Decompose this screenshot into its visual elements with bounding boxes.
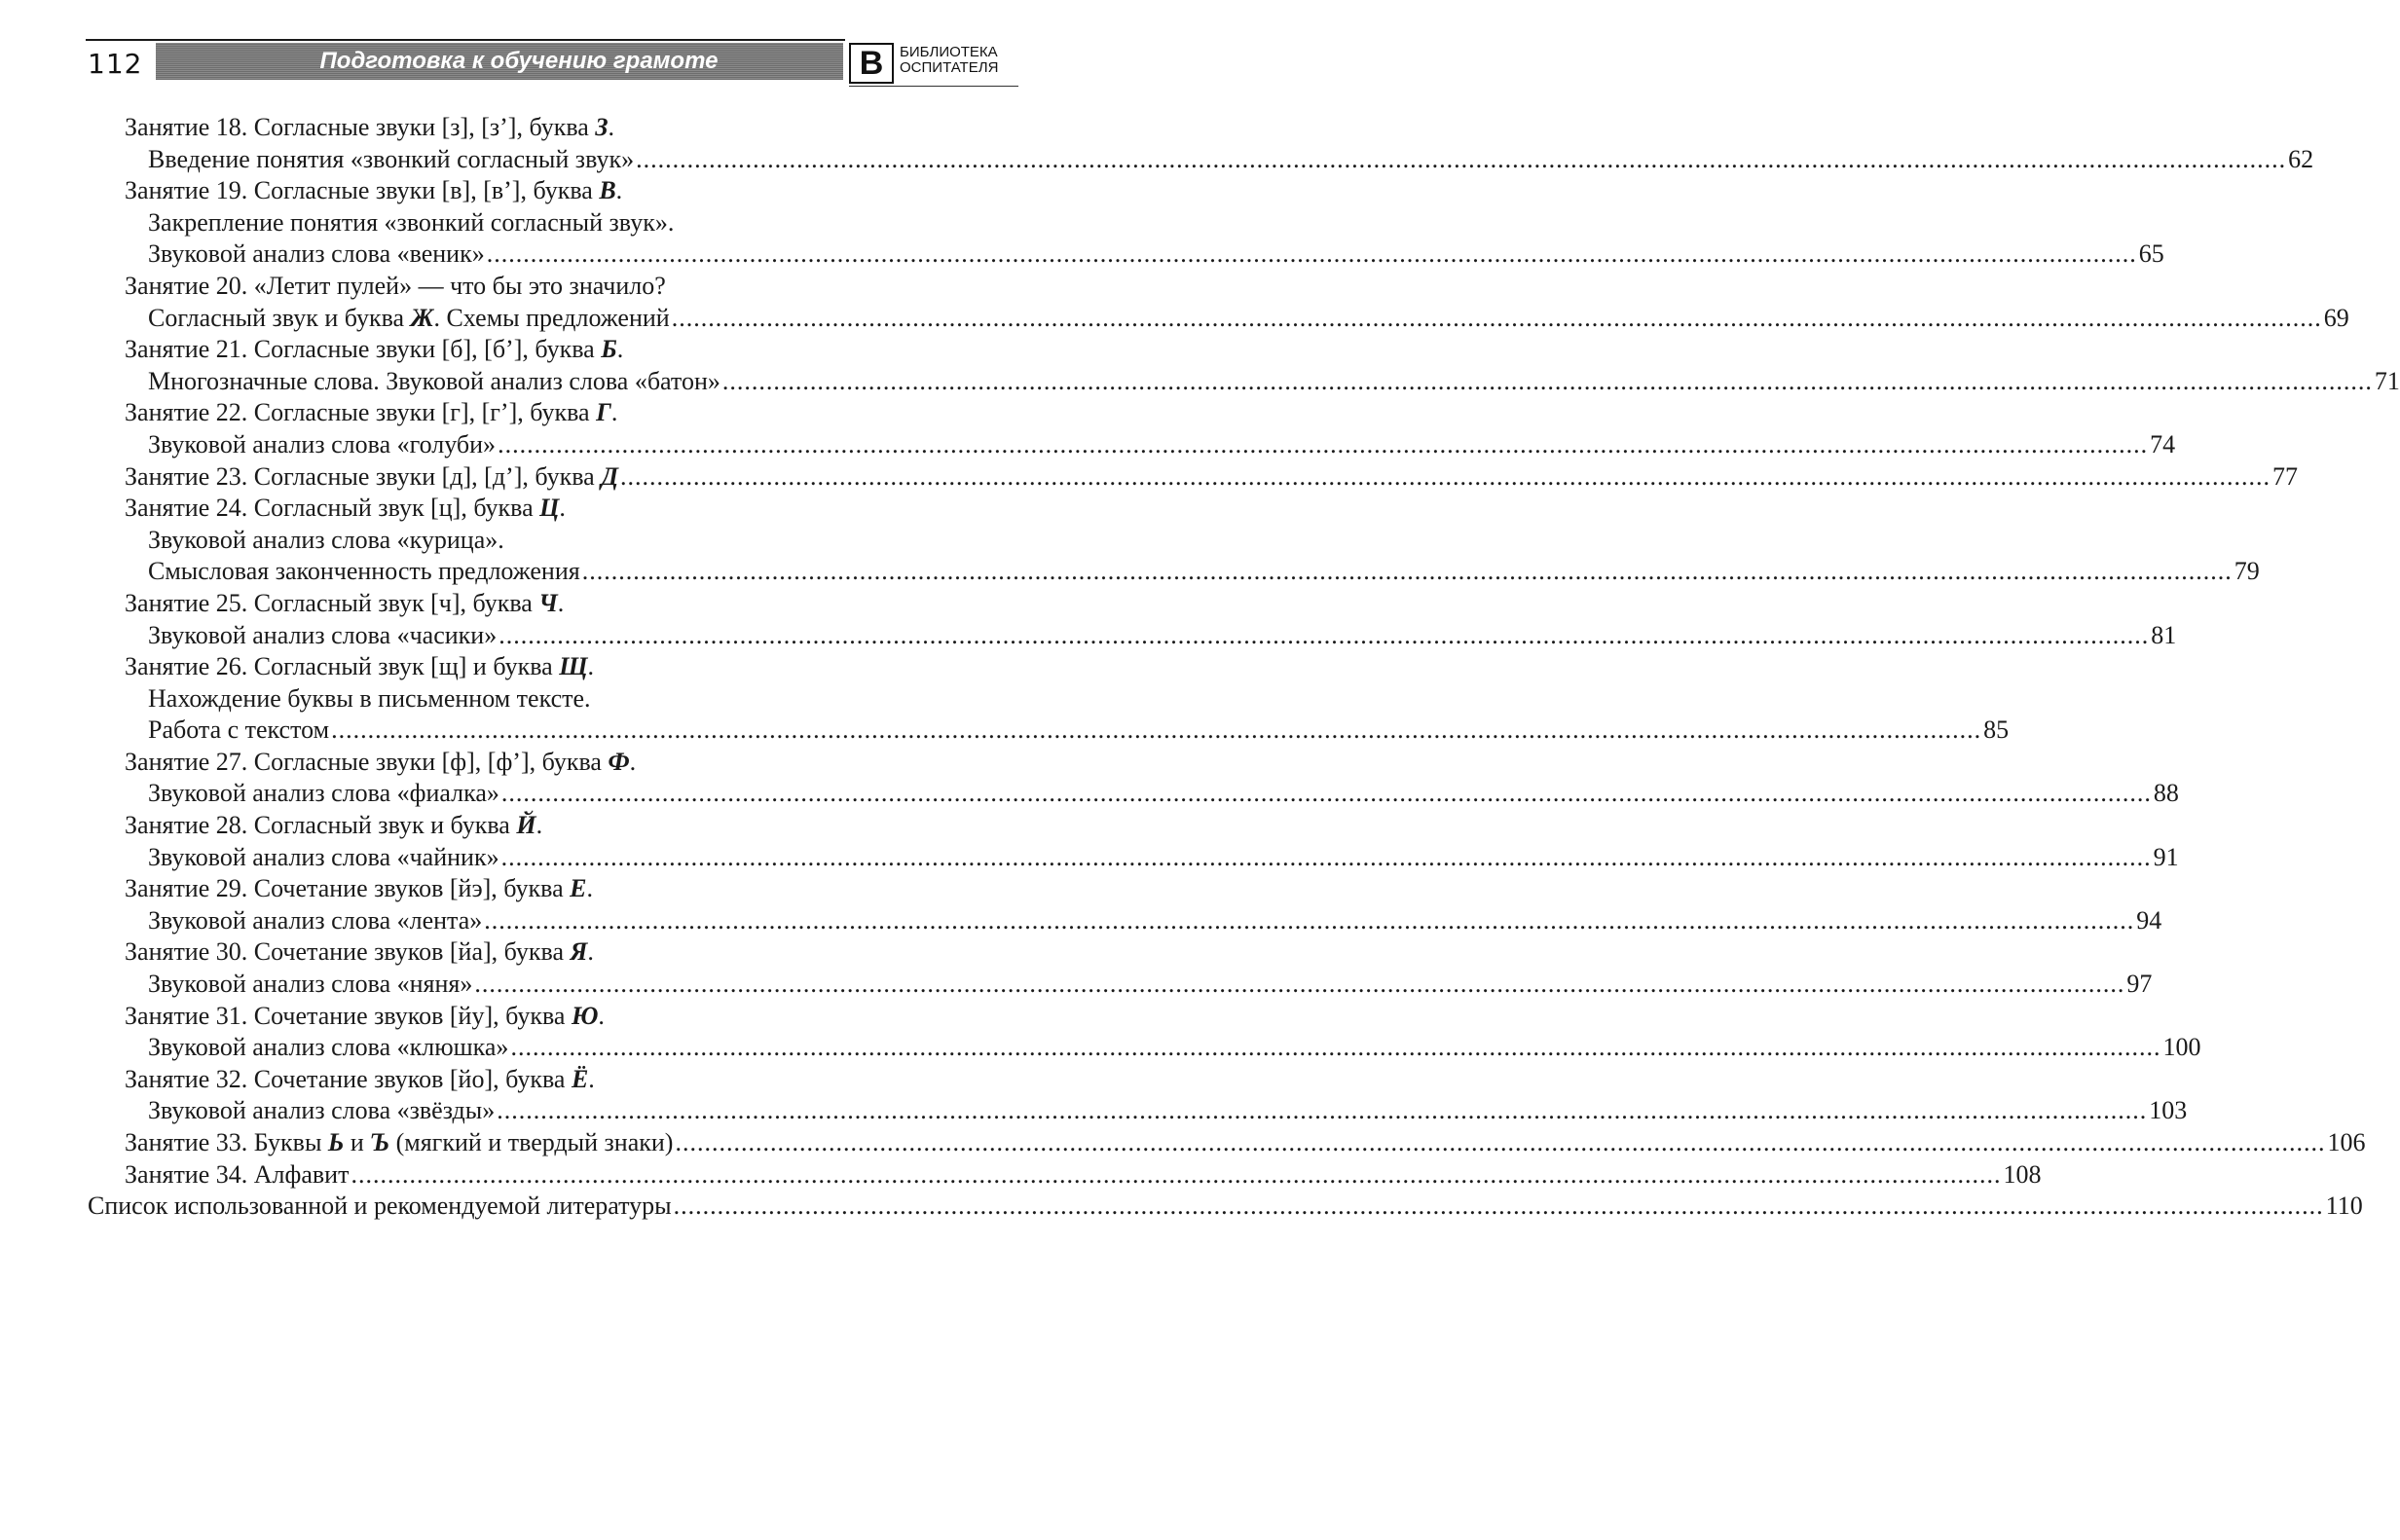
lesson-subtitle: . Схемы предложений [433, 303, 670, 332]
toc-entry-line [88, 556, 2260, 588]
series-name [900, 45, 1036, 76]
lesson-heading: Занятие 23. Согласные звуки [д], [д’], буква [125, 461, 602, 491]
lesson-letter: Б [601, 335, 617, 364]
dot-leader [620, 461, 2271, 494]
lesson-subtitle: Звуковой анализ слова «лента» [148, 905, 483, 935]
lesson-heading-tail: . [535, 811, 543, 840]
toc-page-number: 110 [2325, 1192, 2363, 1221]
toc-entry-text [148, 684, 591, 713]
toc-entry-title [88, 334, 923, 366]
toc-page-number: 91 [2153, 842, 2179, 871]
toc-entry-title [88, 461, 2298, 494]
toc-entry-text [88, 1191, 672, 1223]
toc-page-number: 71 [2374, 366, 2400, 395]
toc-entry-line [88, 683, 923, 715]
toc-entry-text [148, 366, 720, 398]
toc-entry-line [88, 620, 2177, 652]
lesson-subtitle: Введение понятия «звонкий согласный звук» [148, 144, 635, 173]
toc-page-number: 88 [2153, 779, 2179, 808]
toc-entry-text [148, 303, 670, 335]
lesson-heading-tail: . [557, 588, 565, 617]
lesson-letter: З [595, 113, 609, 141]
toc-entry-line [88, 366, 2400, 398]
toc-entry-text [125, 494, 566, 522]
toc-entry-line [88, 238, 2164, 271]
toc-entry-text [125, 937, 594, 966]
lesson-heading-tail: . [588, 1064, 595, 1093]
lesson-heading-tail: (мягкий и твердый знаки) [389, 1128, 674, 1156]
dot-leader [501, 842, 2152, 874]
lesson-subtitle: Звуковой анализ слова «часики» [148, 620, 498, 649]
toc-entry-text [148, 620, 497, 652]
toc-entry-line [88, 842, 2179, 874]
lesson-letter: Ю [571, 1001, 599, 1030]
toc-page-number: 100 [2162, 1033, 2201, 1062]
toc-entry-title [88, 747, 923, 779]
lesson-letter: Ё [571, 1064, 589, 1093]
dot-leader [487, 238, 2137, 271]
lesson-subtitle: Смысловая законченность предложения [148, 557, 580, 586]
toc-page-number: 79 [2234, 557, 2260, 586]
lesson-letter: Й [516, 811, 536, 840]
dot-leader [498, 429, 2148, 461]
lesson-subtitle: Закрепление понятия «звонкий согласный звук». [148, 207, 675, 237]
series-logo-icon: В [849, 43, 894, 84]
table-of-contents [88, 112, 2400, 1223]
lesson-heading: Занятие 33. Буквы [125, 1128, 328, 1156]
toc-entry-text [148, 526, 504, 554]
lesson-heading-tail: . [608, 113, 615, 141]
dot-leader [497, 1095, 2147, 1127]
dot-leader [675, 1127, 2325, 1159]
lesson-subtitle: Звуковой анализ слова «голуби» [148, 429, 497, 458]
toc-page-number: 77 [2271, 461, 2298, 491]
toc-page-number: 108 [2003, 1159, 2042, 1189]
toc-entry-line [88, 1191, 2363, 1223]
dot-leader [474, 969, 2124, 1001]
toc-entry-text [148, 778, 499, 810]
series-name-line1: БИБЛИОТЕКА [900, 44, 998, 60]
toc-entry-title [88, 112, 923, 144]
toc-entry-text [148, 429, 496, 461]
lesson-subtitle: Звуковой анализ слова «клюшка» [148, 1033, 509, 1062]
toc-entry-text [125, 1159, 349, 1192]
toc-page-number: 62 [2288, 144, 2314, 173]
toc-entry-line [88, 207, 923, 239]
toc-entry-text [125, 176, 622, 204]
toc-page-number: 85 [1983, 715, 2010, 745]
lesson-letter: Е [570, 874, 587, 903]
lesson-heading: Занятие 22. Согласные звуки [г], [г’], буква [125, 398, 597, 427]
toc-entry-text [125, 1127, 673, 1159]
lesson-subtitle: Работа с текстом [148, 715, 330, 745]
dot-leader [582, 556, 2233, 588]
toc-entry-title [88, 1001, 923, 1033]
lesson-heading-tail: . [559, 494, 566, 523]
lesson-heading: Занятие 30. Сочетание звуков [йа], буква [125, 937, 571, 967]
toc-page-number: 97 [2126, 970, 2153, 999]
lesson-heading: Занятие 29. Сочетание звуков [йэ], буква [125, 874, 571, 903]
toc-entry-text [148, 144, 634, 176]
lesson-heading-tail: . [616, 335, 624, 364]
toc-entry-title [88, 175, 923, 207]
lesson-subtitle: Звуковой анализ слова «звёзды» [148, 1096, 496, 1125]
toc-entry-line [88, 969, 2153, 1001]
lesson-heading-tail: . [587, 937, 594, 967]
lesson-letter: Ъ [370, 1128, 390, 1156]
lesson-letter: Я [570, 937, 588, 967]
toc-entry-text [125, 811, 542, 839]
toc-entry-line [88, 905, 2162, 937]
toc-entry-line [88, 778, 2179, 810]
lesson-letter: Ц [539, 494, 560, 523]
toc-page-number: 103 [2149, 1096, 2188, 1125]
lesson-heading: Занятие 20. «Летит пулей» — что бы это значило? [125, 271, 666, 300]
lesson-letter: Г [596, 398, 611, 427]
toc-entry-text [125, 398, 617, 426]
toc-entry-title [88, 1127, 2366, 1159]
toc-page-number: 94 [2136, 905, 2162, 935]
toc-entry-text [148, 842, 499, 874]
toc-entry-text [125, 1065, 595, 1093]
dot-leader [722, 366, 2373, 398]
toc-entry-title [88, 873, 923, 905]
lesson-heading-tail: . [615, 176, 623, 205]
toc-page-number: 106 [2327, 1128, 2366, 1156]
toc-entry-line [88, 525, 923, 557]
dot-leader [351, 1159, 2001, 1192]
lesson-subtitle: Многозначные слова. Звуковой анализ слова «батон» [148, 366, 720, 395]
dot-leader [674, 1191, 2324, 1223]
toc-entry-text [148, 238, 485, 271]
toc-entry-title [88, 1064, 923, 1096]
lesson-heading: Занятие 19. Согласные звуки [в], [в’], буква [125, 176, 600, 205]
lesson-heading: Занятие 32. Сочетание звуков [йо], буква [125, 1064, 572, 1093]
toc-page-number: 81 [2151, 620, 2177, 649]
header-title-bar [156, 43, 843, 80]
toc-page-number: 74 [2150, 429, 2176, 458]
toc-entry-title [88, 271, 923, 303]
toc-entry-line [88, 144, 2314, 176]
toc-page-number: 69 [2323, 303, 2349, 332]
lesson-subtitle: Звуковой анализ слова «чайник» [148, 842, 499, 871]
dot-leader [501, 778, 2152, 810]
toc-entry-text [148, 905, 482, 937]
dot-leader [672, 303, 2322, 335]
lesson-heading-mid: и [344, 1128, 371, 1156]
toc-entry-text [148, 1095, 495, 1127]
lesson-subtitle: Звуковой анализ слова «веник» [148, 239, 485, 269]
toc-entry-title [88, 810, 923, 842]
toc-page-number: 65 [2138, 239, 2164, 269]
toc-entry-line [88, 303, 2349, 335]
lesson-letter: Д [601, 461, 618, 491]
toc-entry-text [148, 715, 329, 747]
toc-entry-text [125, 748, 636, 776]
toc-entry-title [88, 397, 923, 429]
page-header [86, 37, 999, 90]
lesson-letter: Ь [327, 1128, 345, 1156]
toc-entry-text [148, 1032, 508, 1064]
toc-entry-text [125, 652, 594, 680]
lesson-letter: Ч [538, 588, 558, 617]
toc-entry-line [88, 715, 2010, 747]
lesson-subtitle: Звуковой анализ слова «фиалка» [148, 779, 499, 808]
lesson-letter: В [599, 176, 616, 205]
toc-entry-text [125, 272, 666, 300]
lesson-heading: Занятие 31. Сочетание звуков [йу], буква [125, 1001, 572, 1030]
lesson-heading-tail: . [610, 398, 618, 427]
toc-entry-line [88, 429, 2176, 461]
lesson-heading: Занятие 18. Согласные звуки [з], [з’], буква [125, 113, 596, 141]
lesson-heading: Занятие 34. Алфавит [125, 1159, 350, 1189]
lesson-heading: Занятие 26. Согласный звук [щ] и буква [125, 652, 560, 681]
toc-entry-text [125, 1002, 605, 1030]
lesson-subtitle: Нахождение буквы в письменном тексте. [148, 683, 591, 713]
dot-leader [484, 905, 2134, 937]
lesson-subtitle: Звуковой анализ слова «курица». [148, 525, 504, 554]
toc-entry-text [125, 874, 593, 902]
toc-entry-title [88, 651, 923, 683]
bibliography-heading: Список использованной и рекомендуемой литературы [88, 1192, 672, 1221]
toc-entry-text [148, 208, 674, 237]
lesson-heading-tail: . [587, 652, 594, 681]
dot-leader [498, 620, 2149, 652]
toc-entry-title [88, 1159, 2042, 1192]
series-name-line2: ОСПИТАТЕЛЯ [900, 59, 999, 76]
running-title: Подготовка к обучению грамоте [319, 48, 719, 74]
toc-entry-text [148, 969, 472, 1001]
header-rule [86, 39, 845, 41]
lesson-letter: Ф [608, 747, 630, 776]
lesson-subtitle: Звуковой анализ слова «няня» [148, 970, 473, 999]
lesson-heading: Занятие 21. Согласные звуки [б], [б’], буква [125, 335, 602, 364]
toc-entry-text [148, 556, 580, 588]
toc-entry-text [125, 113, 614, 141]
lesson-heading: Занятие 28. Согласный звук и буква [125, 811, 517, 840]
lesson-heading: Занятие 24. Согласный звук [ц], буква [125, 494, 540, 523]
toc-entry-text [125, 335, 623, 363]
toc-entry-text [125, 589, 564, 617]
toc-entry-title [88, 493, 923, 525]
page-number: 112 [88, 48, 143, 80]
dot-leader [510, 1032, 2160, 1064]
toc-entry-text [125, 461, 618, 494]
dot-leader [636, 144, 2286, 176]
logo-underline [849, 86, 1018, 87]
lesson-heading-tail: . [586, 874, 593, 903]
lesson-subtitle: Согласный звук и буква [148, 303, 411, 332]
lesson-heading-tail: . [629, 747, 637, 776]
dot-leader [331, 715, 1981, 747]
lesson-heading: Занятие 27. Согласные звуки [ф], [ф’], буква [125, 747, 609, 776]
toc-entry-line [88, 1095, 2188, 1127]
lesson-heading: Занятие 25. Согласный звук [ч], буква [125, 588, 539, 617]
toc-entry-line [88, 1032, 2201, 1064]
lesson-letter: Ж [410, 303, 434, 332]
toc-entry-title [88, 936, 923, 969]
lesson-heading-tail: . [598, 1001, 605, 1030]
toc-entry-title [88, 588, 923, 620]
lesson-letter: Щ [559, 652, 588, 681]
